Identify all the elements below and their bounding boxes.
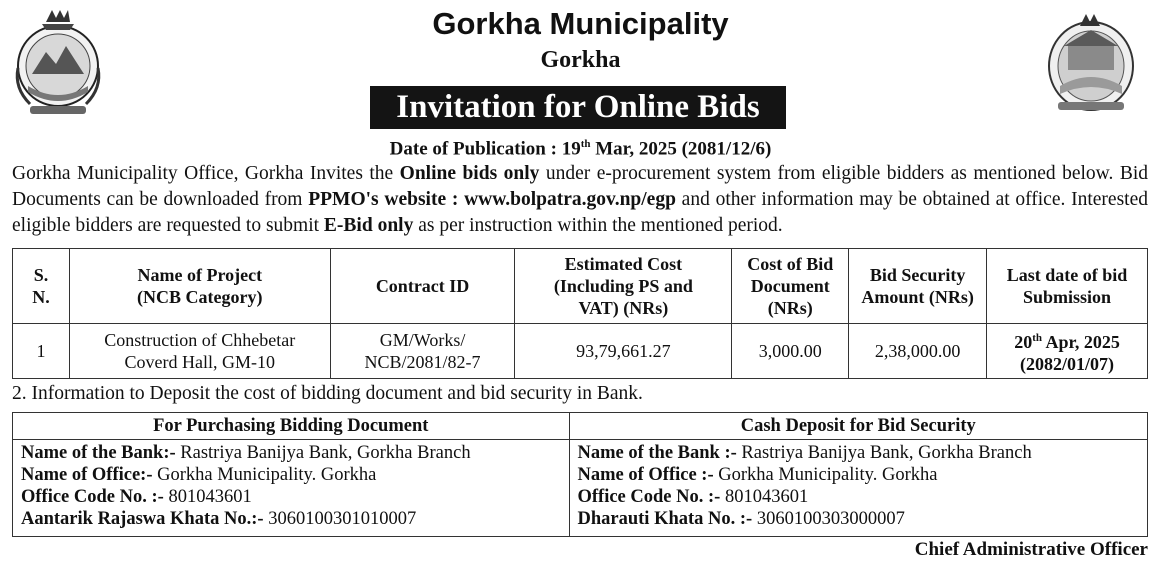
publication-date-suffix: Mar, 2025 (2081/12/6) [590, 138, 772, 160]
header-estimated-cost: Estimated Cost (Including PS and VAT) (NRs) [515, 249, 732, 324]
cell-contract-id: GM/Works/ NCB/2081/82-7 [330, 324, 515, 379]
intro-link-bolpatra[interactable]: PPMO's website : www.bolpatra.gov.np/egp [308, 189, 676, 210]
cell-bid-security: 2,38,000.00 [849, 324, 987, 379]
header-doc-cost: Cost of Bid Document (NRs) [732, 249, 849, 324]
cell-sn: 1 [13, 324, 70, 379]
intro-text-3: and other information may be obtained at office. Interested eligible bidders are requested to submit [12, 189, 1148, 236]
bank-details-right [569, 440, 1148, 537]
cell-project: Construction of Chhebetar Coverd Hall, GM-10 [69, 324, 330, 379]
page-title: Gorkha Municipality [432, 6, 729, 41]
bank-name-line: Name of the Bank:- Rastriya Banijya Bank, Gorkha Branch [21, 443, 471, 463]
header-bid-security: Bid Security Amount (NRs) [849, 249, 987, 324]
bank-header-row [13, 413, 1148, 440]
publication-date-prefix: Date of Publication : 19 [389, 138, 581, 160]
page-subtitle: Gorkha [540, 47, 621, 73]
notice-banner: Invitation for Online Bids [370, 86, 786, 129]
cell-doc-cost: 3,000.00 [732, 324, 849, 379]
bank-deposit-table [12, 412, 1148, 537]
intro-bold-3: E-Bid only [323, 215, 414, 236]
publication-date [0, 138, 1161, 160]
khata-line: Aantarik Rajaswa Khata No.:- 3060100301010007 [21, 509, 417, 529]
cell-estimated-cost: 93,79,661.27 [515, 324, 732, 379]
header-contract-id: Contract ID [330, 249, 515, 324]
bank-details-left [13, 440, 570, 537]
bank-name-line: Name of the Bank :- Rastriya Banijya Bank, Gorkha Branch [577, 443, 1032, 463]
intro-text-4: as per instruction within the mentioned period. [413, 215, 783, 236]
bank-details-row [13, 440, 1148, 537]
intro-text-2: under e-procurement system from eligible bidders as mentioned below. Bid Documents can be downloaded from [12, 163, 1148, 210]
bank-header-left: For Purchasing Bidding Document [13, 413, 570, 440]
header-last-date: Last date of bid Submission [987, 249, 1148, 324]
publication-date-sup: th [580, 138, 591, 150]
bid-details-table [12, 248, 1148, 379]
signature: Chief Administrative Officer [914, 539, 1148, 560]
office-code-line: Office Code No. :- 801043601 [577, 487, 809, 507]
intro-bold-1: Online bids only [399, 163, 540, 184]
header-sn: S. N. [13, 249, 70, 324]
intro-paragraph [12, 161, 1148, 239]
intro-text-1: Gorkha Municipality Office, Gorkha Invites the [12, 163, 400, 184]
office-name-line: Name of Office :- Gorkha Municipality. Gorkha [577, 465, 938, 485]
header-project: Name of Project (NCB Category) [69, 249, 330, 324]
table-header-row [13, 249, 1148, 324]
table-row [13, 324, 1148, 379]
bank-header-right: Cash Deposit for Bid Security [569, 413, 1148, 440]
cell-last-date: 20th Apr, 2025 (2082/01/07) [987, 324, 1148, 379]
office-name-line: Name of Office:- Gorkha Municipality. Gorkha [21, 465, 377, 485]
section-2-heading: 2. Information to Deposit the cost of bidding document and bid security in Bank. [12, 383, 643, 404]
khata-line: Dharauti Khata No. :- 3060100303000007 [577, 509, 905, 529]
office-code-line: Office Code No. :- 801043601 [21, 487, 252, 507]
